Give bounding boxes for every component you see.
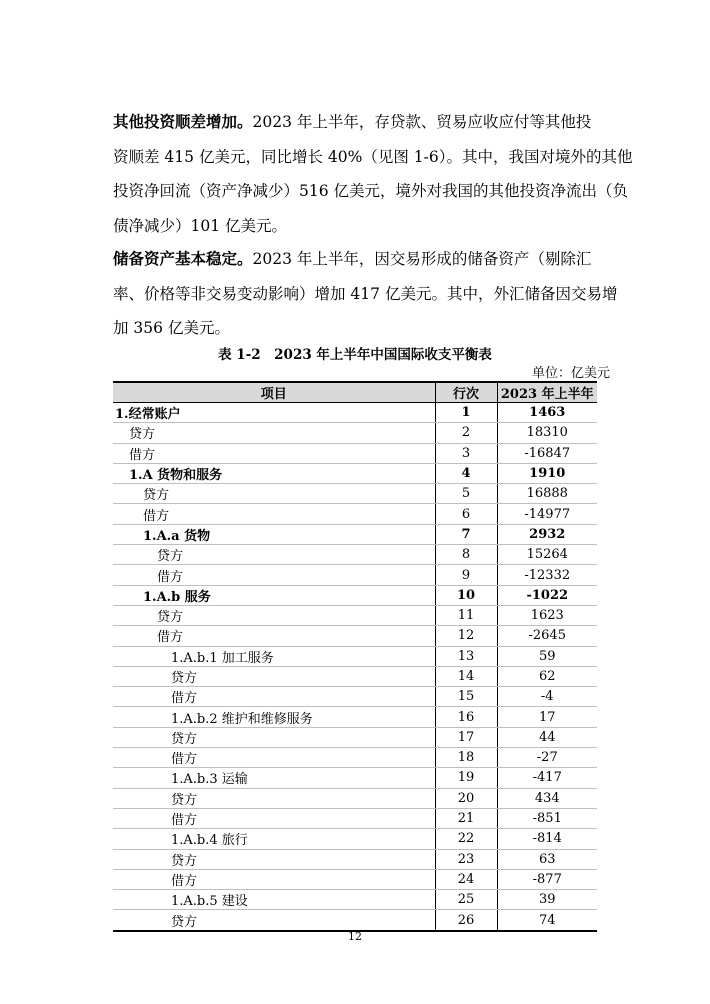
table-caption: 表 1-2 2023 年上半年中国国际收支平衡表: [218, 347, 492, 363]
table-row: [113, 545, 597, 565]
row-line-no: 13: [435, 646, 497, 666]
row-line-no: 18: [435, 748, 497, 768]
row-label: 贷方: [113, 545, 435, 565]
row-label: 借方: [113, 565, 435, 585]
paragraph-lead: 储备资产基本稳定。: [113, 249, 253, 268]
row-value: 62: [497, 666, 597, 686]
row-value: 15264: [497, 545, 597, 565]
row-label: 借方: [113, 626, 435, 646]
row-line-no: 3: [435, 443, 497, 463]
paragraph-text: 2023 年上半年，存贷款、贸易应收应付等其他投: [252, 113, 592, 131]
table-unit: 单位：亿美元: [531, 366, 610, 381]
table-row: [113, 748, 597, 768]
table-row: [113, 687, 597, 707]
row-label: 借方: [113, 504, 435, 524]
row-label: 1.A.b.3 运输: [113, 768, 435, 788]
row-label: 贷方: [113, 605, 435, 625]
table-row: [113, 849, 597, 869]
row-value: -2645: [497, 626, 597, 646]
row-line-no: 21: [435, 808, 497, 828]
header-item: 项目: [113, 382, 435, 403]
row-label: 贷方: [113, 423, 435, 443]
row-value: -14977: [497, 504, 597, 524]
row-label: 借方: [113, 443, 435, 463]
row-line-no: 10: [435, 585, 497, 605]
table-row: [113, 423, 597, 443]
row-value: -851: [497, 808, 597, 828]
row-line-no: 2: [435, 423, 497, 443]
table-row: [113, 646, 597, 666]
row-value: 17: [497, 707, 597, 727]
table-row: [113, 707, 597, 727]
row-label: 贷方: [113, 910, 435, 931]
row-label: 1.A.b.1 加工服务: [113, 646, 435, 666]
table-header-row: [113, 382, 597, 403]
table-row: [113, 484, 597, 504]
table-body: [113, 403, 597, 931]
table-row: [113, 808, 597, 828]
row-value: -16847: [497, 443, 597, 463]
row-line-no: 23: [435, 849, 497, 869]
table-row: [113, 504, 597, 524]
paragraph-other-investment: [113, 105, 633, 243]
table-row: [113, 768, 597, 788]
row-line-no: 7: [435, 524, 497, 544]
row-value: 39: [497, 890, 597, 910]
row-label: 借方: [113, 869, 435, 889]
row-value: 2932: [497, 524, 597, 544]
row-line-no: 24: [435, 869, 497, 889]
row-value: -12332: [497, 565, 597, 585]
row-label: 贷方: [113, 849, 435, 869]
table-row: [113, 443, 597, 463]
row-line-no: 14: [435, 666, 497, 686]
table-row: [113, 585, 597, 605]
row-value: -1022: [497, 585, 597, 605]
row-value: 59: [497, 646, 597, 666]
row-value: -4: [497, 687, 597, 707]
table-row: [113, 869, 597, 889]
row-line-no: 22: [435, 829, 497, 849]
row-line-no: 19: [435, 768, 497, 788]
paragraph-line: 资顺差 415 亿美元，同比增长 40%（见图 1-6）。其中，我国对境外的其他: [113, 147, 633, 166]
row-line-no: 9: [435, 565, 497, 585]
table-row: [113, 565, 597, 585]
row-label: 1.A.b 服务: [113, 585, 435, 605]
row-label: 贷方: [113, 666, 435, 686]
row-line-no: 5: [435, 484, 497, 504]
row-line-no: 15: [435, 687, 497, 707]
table-row: [113, 524, 597, 544]
row-line-no: 11: [435, 605, 497, 625]
row-label: 借方: [113, 748, 435, 768]
row-value: -27: [497, 748, 597, 768]
table-row: [113, 463, 597, 483]
page-number: 12: [348, 930, 362, 943]
row-value: 63: [497, 849, 597, 869]
row-line-no: 12: [435, 626, 497, 646]
table-row: [113, 605, 597, 625]
header-value: 2023 年上半年: [497, 382, 597, 403]
row-value: 18310: [497, 423, 597, 443]
table-row: [113, 910, 597, 931]
balance-of-payments-table: [113, 381, 597, 932]
paragraph-line: 加 356 亿美元。: [113, 319, 230, 337]
row-value: 1623: [497, 605, 597, 625]
paragraph-line: 率、价格等非交易变动影响）增加 417 亿美元。其中，外汇储备因交易增: [113, 284, 618, 303]
table-row: [113, 666, 597, 686]
paragraph-line: [113, 105, 633, 140]
paragraph-line: [113, 242, 633, 277]
row-label: 1.A.b.4 旅行: [113, 829, 435, 849]
row-value: 44: [497, 727, 597, 747]
row-label: 1.A.a 货物: [113, 524, 435, 544]
header-line-no: 行次: [435, 382, 497, 403]
table-row: [113, 403, 597, 423]
table-row: [113, 727, 597, 747]
row-line-no: 16: [435, 707, 497, 727]
row-label: 借方: [113, 687, 435, 707]
row-value: 1910: [497, 463, 597, 483]
row-label: 贷方: [113, 727, 435, 747]
row-line-no: 26: [435, 910, 497, 931]
row-value: 74: [497, 910, 597, 931]
row-line-no: 1: [435, 403, 497, 423]
row-label: 贷方: [113, 788, 435, 808]
paragraph-line: 投资净回流（资产净减少）516 亿美元，境外对我国的其他投资净流出（负: [113, 182, 629, 200]
row-value: -814: [497, 829, 597, 849]
table-row: [113, 788, 597, 808]
row-line-no: 20: [435, 788, 497, 808]
paragraph-text: 2023 年上半年，因交易形成的储备资产（剔除汇: [252, 250, 592, 268]
paragraph-reserve-assets: [113, 242, 633, 346]
row-label: 1.经常账户: [113, 403, 435, 423]
row-label: 贷方: [113, 484, 435, 504]
row-value: -877: [497, 869, 597, 889]
row-line-no: 25: [435, 890, 497, 910]
paragraph-line: 债净减少）101 亿美元。: [113, 216, 288, 235]
row-line-no: 6: [435, 504, 497, 524]
row-label: 借方: [113, 808, 435, 828]
row-label: 1.A.b.2 维护和维修服务: [113, 707, 435, 727]
row-label: 1.A 货物和服务: [113, 463, 435, 483]
row-value: 16888: [497, 484, 597, 504]
row-value: 434: [497, 788, 597, 808]
table-row: [113, 626, 597, 646]
row-label: 1.A.b.5 建设: [113, 890, 435, 910]
row-value: 1463: [497, 403, 597, 423]
row-line-no: 8: [435, 545, 497, 565]
row-value: -417: [497, 768, 597, 788]
paragraph-lead: 其他投资顺差增加。: [113, 112, 253, 131]
table-row: [113, 829, 597, 849]
table-row: [113, 890, 597, 910]
row-line-no: 4: [435, 463, 497, 483]
row-line-no: 17: [435, 727, 497, 747]
